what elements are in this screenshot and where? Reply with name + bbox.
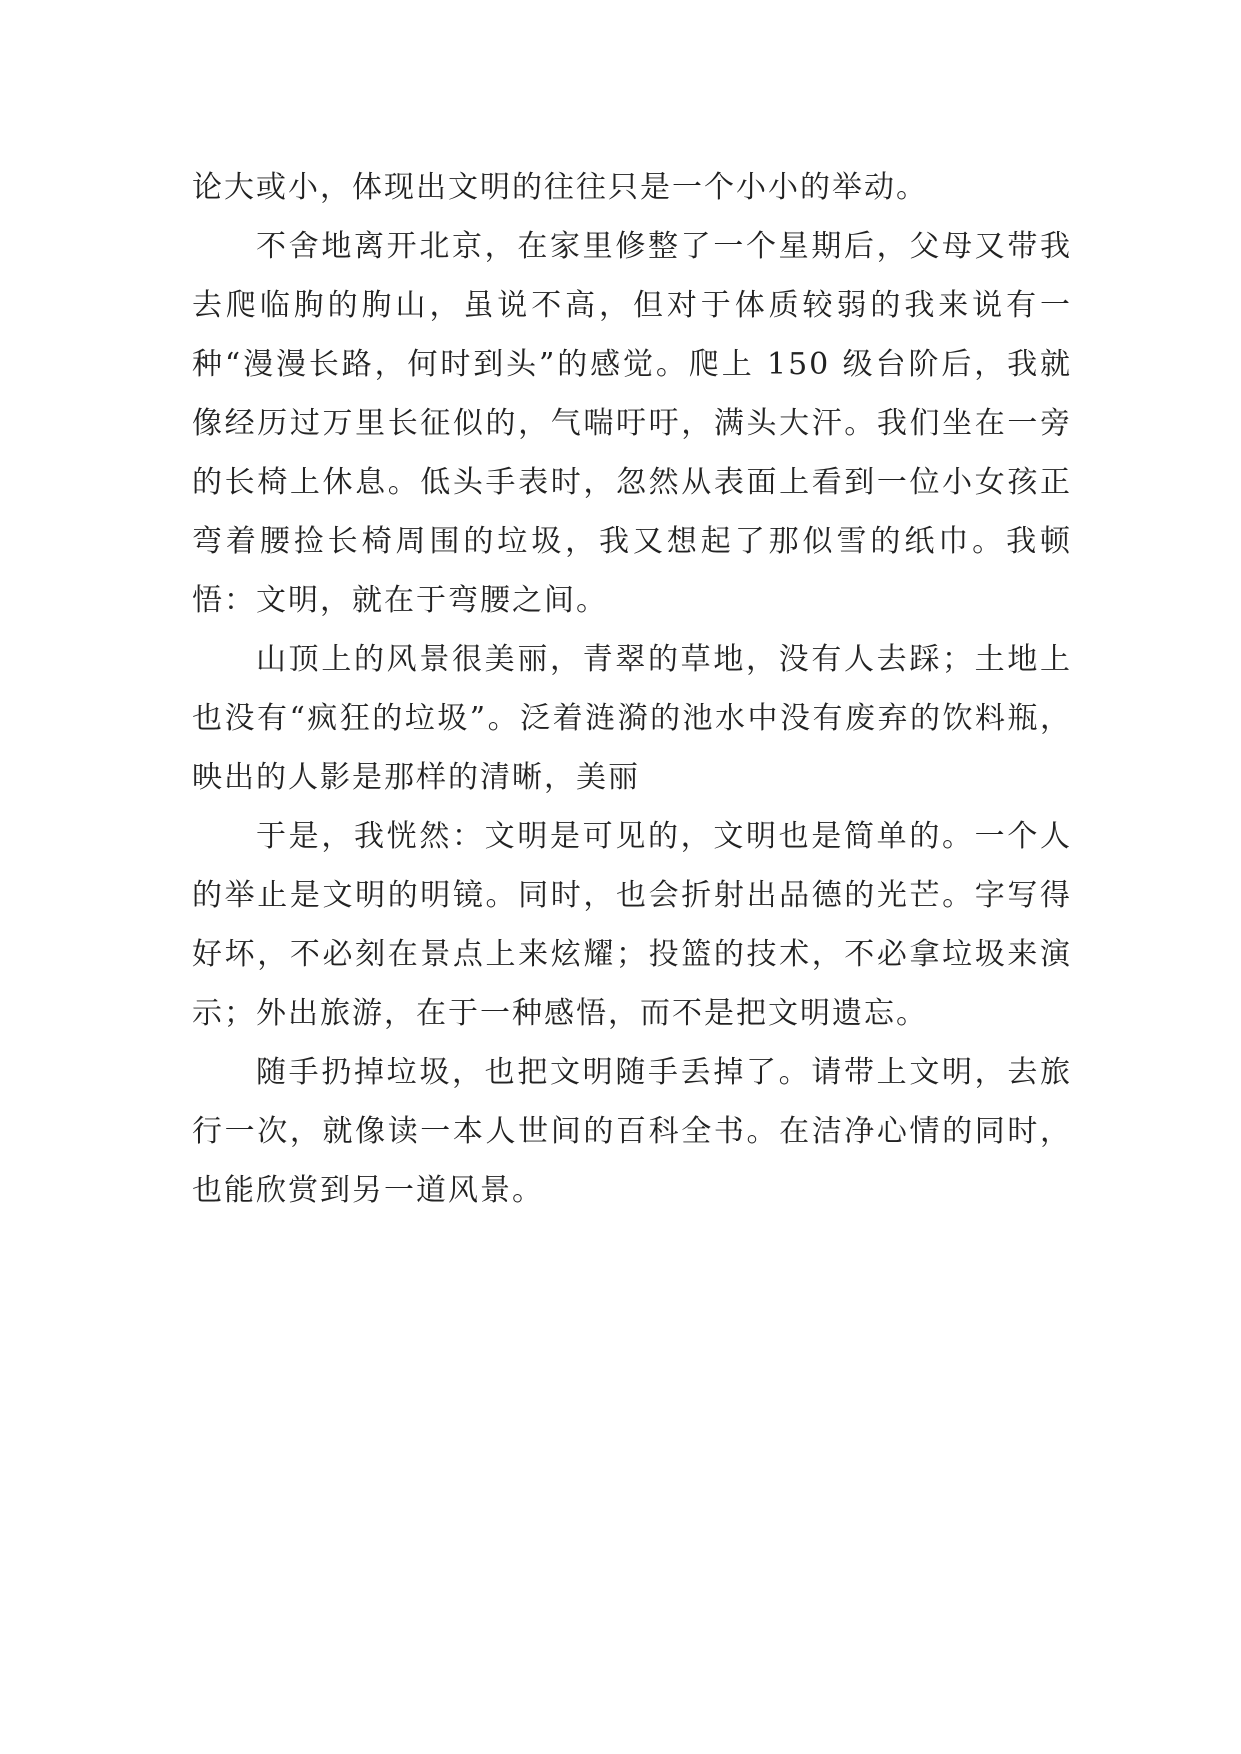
paragraph-mountain-scenery: 山顶上的风景很美丽，青翠的草地，没有人去踩；土地上也没有“疯狂的垃圾”。泛着涟漪的池水中没有废弃的饮料瓶，映出的人影是那样的清晰，美丽 [192,642,1072,795]
paragraph-continuation: 论大或小，体现出文明的往往只是一个小小的举动。 [192,170,928,205]
document-body [192,158,1072,1220]
paragraph-realization: 于是，我恍然：文明是可见的，文明也是简单的。一个人的举止是文明的明镜。同时，也会折射出品德的光芒。字写得好坏，不必刻在景点上来炫耀；投篮的技术，不必拿垃圾来演示；外出旅游，在于一种感悟，而不是把文明遗忘。 [192,819,1072,1031]
paragraph-conclusion: 随手扔掉垃圾，也把文明随手丢掉了。请带上文明，去旅行一次，就像读一本人世间的百科全书。在洁净心情的同时，也能欣赏到另一道风景。 [192,1055,1072,1208]
paragraph-leaving-beijing: 不舍地离开北京，在家里修整了一个星期后，父母又带我去爬临朐的朐山，虽说不高，但对于体质较弱的我来说有一种“漫漫长路，何时到头”的感觉。爬上 150 级台阶后，我就像经历过万里长征似的，气喘吁吁，满头大汗。我们坐在一旁的长椅上休息。低头手表时，忽然从表面上看到一位小女孩正弯着腰捡长椅周围的垃圾，我又想起了那似雪的纸巾。我顿悟：文明，就在于弯腰之间。 [192,229,1072,618]
